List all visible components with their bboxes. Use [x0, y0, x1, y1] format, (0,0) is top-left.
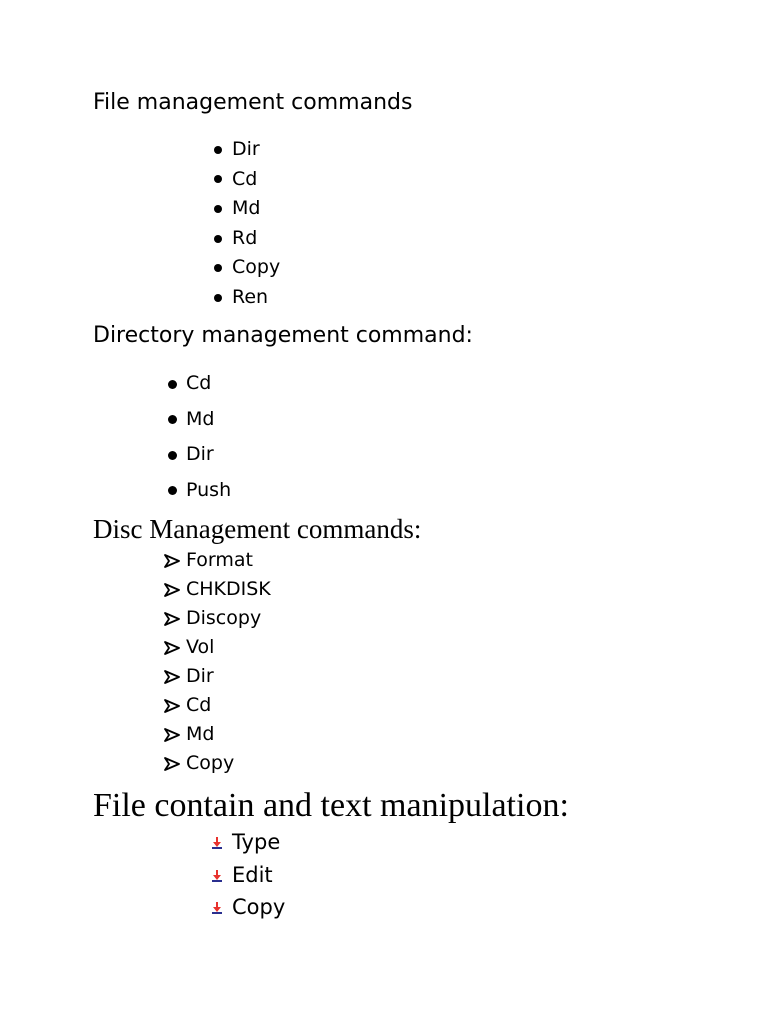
arrowhead-bullet-icon — [164, 575, 184, 604]
list-item-label: Dir — [186, 443, 214, 465]
list-item — [186, 749, 271, 778]
list-item — [232, 891, 285, 924]
list-item-label: Copy — [186, 752, 235, 774]
bullet-dot-icon — [210, 165, 230, 195]
section-heading-directory-management: Directory management command: — [93, 323, 473, 348]
list-item-label: Copy — [232, 256, 281, 279]
list-item — [232, 826, 285, 859]
arrowhead-bullet-icon — [164, 546, 184, 575]
list-item — [186, 720, 271, 749]
list-item — [186, 366, 231, 402]
list-item-label: Push — [186, 478, 232, 501]
list-item-label: Discopy — [186, 607, 262, 629]
list-item-label: Cd — [186, 694, 212, 716]
list-item — [186, 473, 231, 509]
bullet-dot-icon — [210, 194, 230, 224]
section-heading-text-manipulation: File contain and text manipulation: — [93, 787, 569, 824]
bullet-dot-icon — [164, 366, 184, 402]
bullet-dot-icon — [210, 283, 230, 313]
list-item — [186, 437, 231, 473]
list-item-label: Format — [186, 549, 253, 571]
list-item — [232, 283, 280, 313]
list-item-label: Dir — [186, 665, 214, 687]
file-management-list — [232, 135, 280, 313]
list-item-label: Rd — [232, 226, 258, 249]
bullet-dot-icon — [210, 135, 230, 165]
text-manipulation-list — [232, 826, 285, 924]
list-item-label: Edit — [232, 862, 273, 887]
disc-management-list — [186, 546, 271, 778]
list-item — [186, 546, 271, 575]
section-heading-file-management: File management commands — [93, 90, 413, 115]
list-item-label: Md — [186, 723, 215, 745]
list-item-label: Cd — [186, 372, 212, 394]
list-item — [186, 604, 271, 633]
list-item-label: Md — [186, 407, 215, 430]
down-arrow-bullet-icon — [210, 826, 230, 859]
list-item — [186, 691, 271, 720]
list-item — [232, 135, 280, 165]
arrowhead-bullet-icon — [164, 749, 184, 778]
list-item-label: CHKDISK — [186, 578, 271, 600]
list-item — [186, 402, 231, 438]
bullet-dot-icon — [210, 224, 230, 254]
list-item-label: Cd — [232, 167, 258, 190]
list-item-label: Vol — [186, 636, 215, 658]
list-item — [186, 575, 271, 604]
list-item — [186, 662, 271, 691]
bullet-dot-icon — [164, 402, 184, 438]
bullet-dot-icon — [164, 473, 184, 509]
arrowhead-bullet-icon — [164, 720, 184, 749]
list-item-label: Ren — [232, 285, 269, 308]
arrowhead-bullet-icon — [164, 662, 184, 691]
bullet-dot-icon — [164, 437, 184, 473]
list-item — [232, 253, 280, 283]
list-item-label: Copy — [232, 895, 286, 919]
down-arrow-bullet-icon — [210, 891, 230, 924]
directory-management-list — [186, 366, 231, 508]
list-item — [232, 165, 280, 195]
arrowhead-bullet-icon — [164, 604, 184, 633]
list-item-label: Dir — [232, 138, 260, 160]
arrowhead-bullet-icon — [164, 633, 184, 662]
list-item — [186, 633, 271, 662]
bullet-dot-icon — [210, 253, 230, 283]
list-item — [232, 194, 280, 224]
down-arrow-bullet-icon — [210, 859, 230, 892]
list-item — [232, 224, 280, 254]
list-item-label: Md — [232, 197, 261, 220]
list-item-label: Type — [232, 830, 281, 854]
section-heading-disc-management: Disc Management commands: — [93, 514, 422, 544]
list-item — [232, 859, 285, 892]
arrowhead-bullet-icon — [164, 691, 184, 720]
